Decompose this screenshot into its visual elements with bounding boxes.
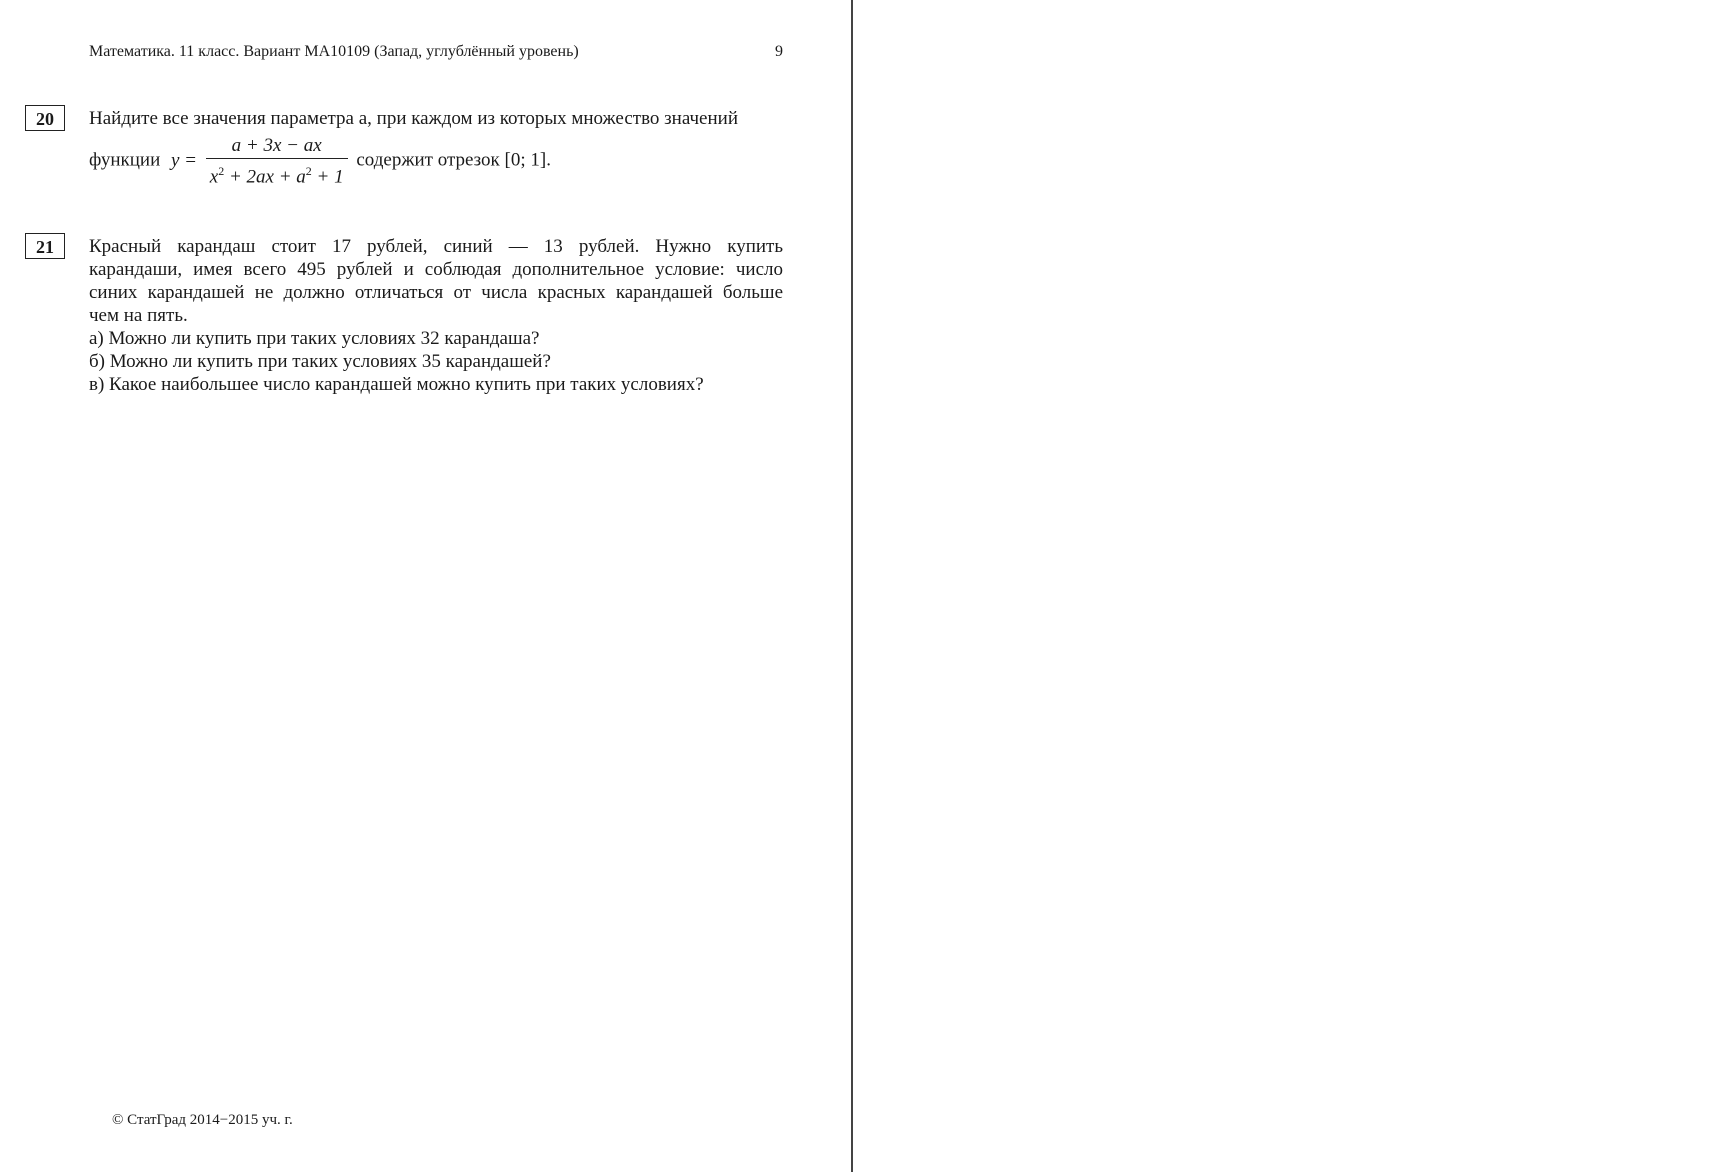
den-exp2: 2 xyxy=(305,164,312,178)
task-20-suffix: содержит отрезок [0; 1]. xyxy=(356,149,551,171)
function-fraction xyxy=(206,134,348,188)
den-end: + 1 xyxy=(311,166,344,188)
task-21-question-a: а) Можно ли купить при таких условиях 32 карандаша? xyxy=(89,328,540,349)
page-number: 9 xyxy=(775,43,783,60)
den-x: x xyxy=(209,166,219,188)
task-21-line3: синих карандашей не должно отличаться от числа красных карандашей больше xyxy=(89,282,783,303)
header-title: Математика. 11 класс. Вариант МА10109 (Запад, углублённый уровень) xyxy=(89,43,579,60)
fraction-numerator: a + 3x − ax xyxy=(206,134,348,159)
den-exp1: 2 xyxy=(218,164,225,178)
task-20-prefix: функции xyxy=(89,149,161,171)
page-divider xyxy=(851,0,853,1172)
page-header xyxy=(89,43,783,61)
den-mid: + 2ax + a xyxy=(224,166,306,188)
copyright-footer: © СтатГрад 2014−2015 уч. г. xyxy=(112,1112,293,1128)
task-21-question-b: б) Можно ли купить при таких условиях 35 карандашей? xyxy=(89,351,551,372)
task-21-text xyxy=(89,235,783,396)
task-20-number: 20 xyxy=(25,105,65,131)
task-20-line1: Найдите все значения параметра a, при каждом из которых множество значений xyxy=(89,108,738,129)
task-20-formula-line xyxy=(89,134,783,188)
task-21-line1: Красный карандаш стоит 17 рублей, синий — 13 рублей. Нужно купить xyxy=(89,236,783,257)
y-equals: y = xyxy=(171,149,198,171)
task-21-number: 21 xyxy=(25,233,65,259)
task-21-question-c: в) Какое наибольшее число карандашей можно купить при таких условиях? xyxy=(89,374,704,395)
task-21-line2: карандаши, имея всего 495 рублей и соблюдая дополнительное условие: число xyxy=(89,259,783,280)
fraction-denominator xyxy=(206,159,348,188)
task-20-text xyxy=(89,107,783,188)
task-21-line4: чем на пять. xyxy=(89,305,188,326)
